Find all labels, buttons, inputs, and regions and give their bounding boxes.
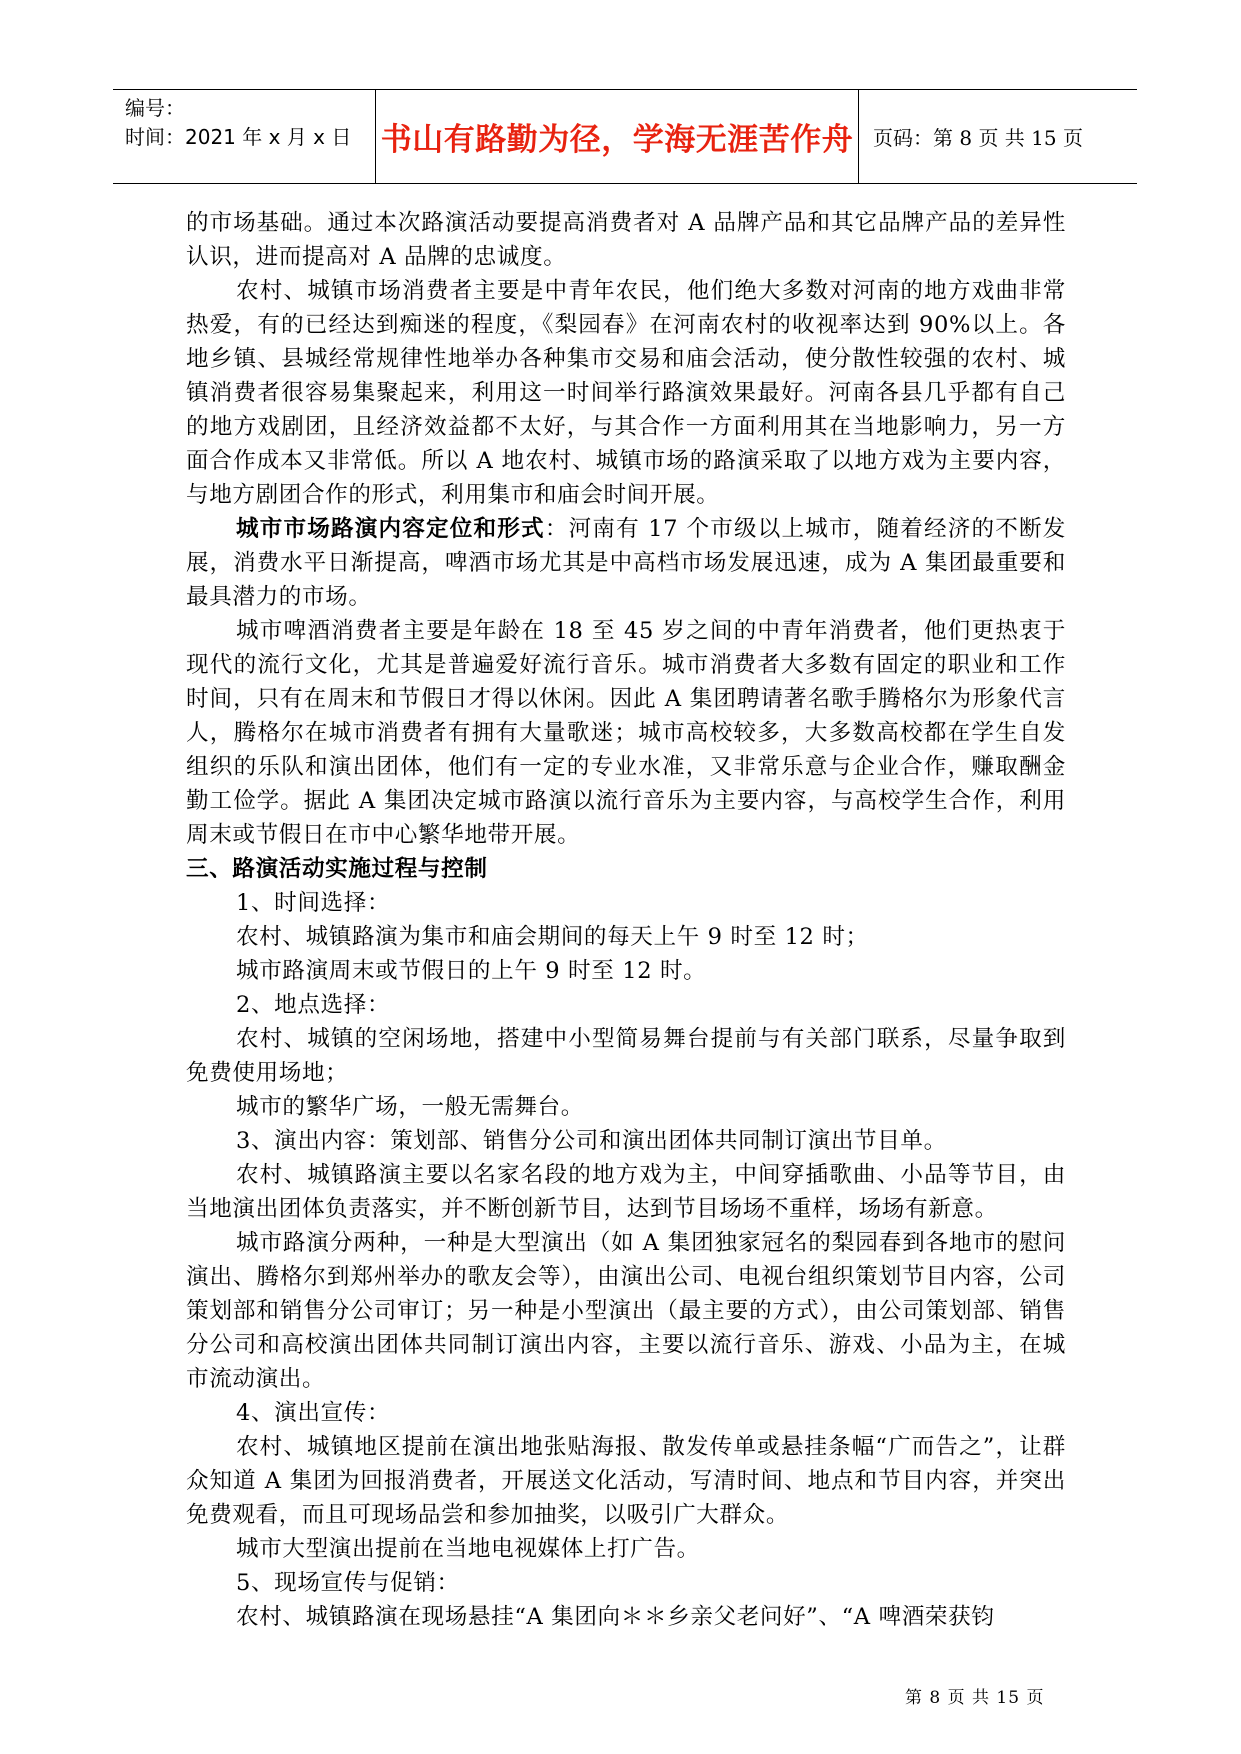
paragraph: 农村、城镇路演在现场悬挂“A 集团向＊＊乡亲父老问好”、“A 啤酒荣获钧 xyxy=(236,1604,995,1630)
paragraph: 城市啤酒消费者主要是年龄在 18 至 45 岁之间的中青年消费者，他们更热衷于现代的流行文化，尤其是普遍爱好流行音乐。城市消费者大多数有固定的职业和工作时间，只有在周末和节假日才得以休闲。因此 A 集团聘请著名歌手腾格尔为形象代言人，腾格尔在城市消费者有拥有大量歌迷；城市高校较多，大多数高校都在学生自发组织的乐队和演出团体，他们有一定的专业水准，又非常乐意与企业合作，赚取酬金勤工俭学。据此 A 集团决定城市路演以流行音乐为主要内容，与高校学生合作，利用周末或节假日在市中心繁华地带开展。 xyxy=(186,618,1066,848)
subheading: 2、地点选择： xyxy=(236,992,391,1018)
subheading: 4、演出宣传： xyxy=(236,1400,391,1426)
paragraph-lead-bold: 城市市场路演内容定位和形式 xyxy=(236,516,545,542)
section-heading: 三、路演活动实施过程与控制 xyxy=(186,856,488,882)
paragraph: 城市大型演出提前在当地电视媒体上打广告。 xyxy=(236,1536,700,1562)
header-motto: 书山有路勤为径，学海无涯苦作舟 xyxy=(380,122,854,158)
paragraph: 城市路演分两种，一种是大型演出（如 A 集团独家冠名的梨园春到各地市的慰问演出、腾格尔到郑州举办的歌友会等），由演出公司、电视台组织策划节目内容，公司策划部和销售分公司审订；另一种是小型演出（最主要的方式），由公司策划部、销售分公司和高校演出团体共同制订演出内容，主要以流行音乐、游戏、小品为主，在城市流动演出。 xyxy=(186,1230,1066,1392)
header-divider xyxy=(858,90,859,183)
paragraph: 城市的繁华广场，一般无需舞台。 xyxy=(236,1094,584,1120)
paragraph xyxy=(186,512,1066,614)
document-number-label: 编号： xyxy=(125,96,185,120)
header-divider xyxy=(375,90,376,183)
paragraph: 农村、城镇地区提前在演出地张贴海报、散发传单或悬挂条幅“广而告之”，让群众知道 A 集团为回报消费者，开展送文化活动，写清时间、地点和节目内容，并突出免费观看，而且可现场品尝和参加抽奖，以吸引广大群众。 xyxy=(186,1434,1066,1528)
page-header xyxy=(113,89,1137,184)
document-body xyxy=(186,206,1066,1634)
page-footer: 第 8 页 共 15 页 xyxy=(905,1688,1045,1708)
paragraph: 城市路演周末或节假日的上午 9 时至 12 时。 xyxy=(236,958,707,984)
subheading: 5、现场宣传与促销： xyxy=(236,1570,460,1596)
header-meta xyxy=(125,94,375,152)
document-date-label: 时间：2021 年 x 月 x 日 xyxy=(125,125,352,149)
paragraph: 农村、城镇路演为集市和庙会期间的每天上午 9 时至 12 时； xyxy=(236,924,869,950)
paragraph: 农村、城镇路演主要以名家名段的地方戏为主，中间穿插歌曲、小品等节目，由当地演出团体负责落实，并不断创新节目，达到节目场场不重样，场场有新意。 xyxy=(186,1162,1066,1222)
subheading: 1、时间选择： xyxy=(236,890,391,916)
paragraph: 的市场基础。通过本次路演活动要提高消费者对 A 品牌产品和其它品牌产品的差异性认识，进而提高对 A 品牌的忠诚度。 xyxy=(186,210,1066,270)
paragraph-text: ：河南有 17 个市级以上城市，随着经济的不断发展，消费水平日渐提高，啤酒市场尤其是中高档市场发展迅速，成为 A 集团最重要和最具潜力的市场。 xyxy=(186,516,1066,610)
paragraph: 农村、城镇的空闲场地，搭建中小型简易舞台提前与有关部门联系，尽量争取到免费使用场地； xyxy=(186,1026,1066,1086)
paragraph: 农村、城镇市场消费者主要是中青年农民，他们绝大多数对河南的地方戏曲非常热爱，有的已经达到痴迷的程度，《梨园春》在河南农村的收视率达到 90%以上。各地乡镇、县城经常规律性地举办各种集市交易和庙会活动，使分散性较强的农村、城镇消费者很容易集聚起来，利用这一时间举行路演效果最好。河南各县几乎都有自己的地方戏剧团，且经济效益都不太好，与其合作一方面利用其在当地影响力，另一方面合作成本又非常低。所以 A 地农村、城镇市场的路演采取了以地方戏为主要内容，与地方剧团合作的形式，利用集市和庙会时间开展。 xyxy=(186,278,1066,508)
subheading: 3、演出内容：策划部、销售分公司和演出团体共同制订演出节目单。 xyxy=(236,1128,947,1154)
header-page-number: 页码：第 8 页 共 15 页 xyxy=(873,126,1083,150)
